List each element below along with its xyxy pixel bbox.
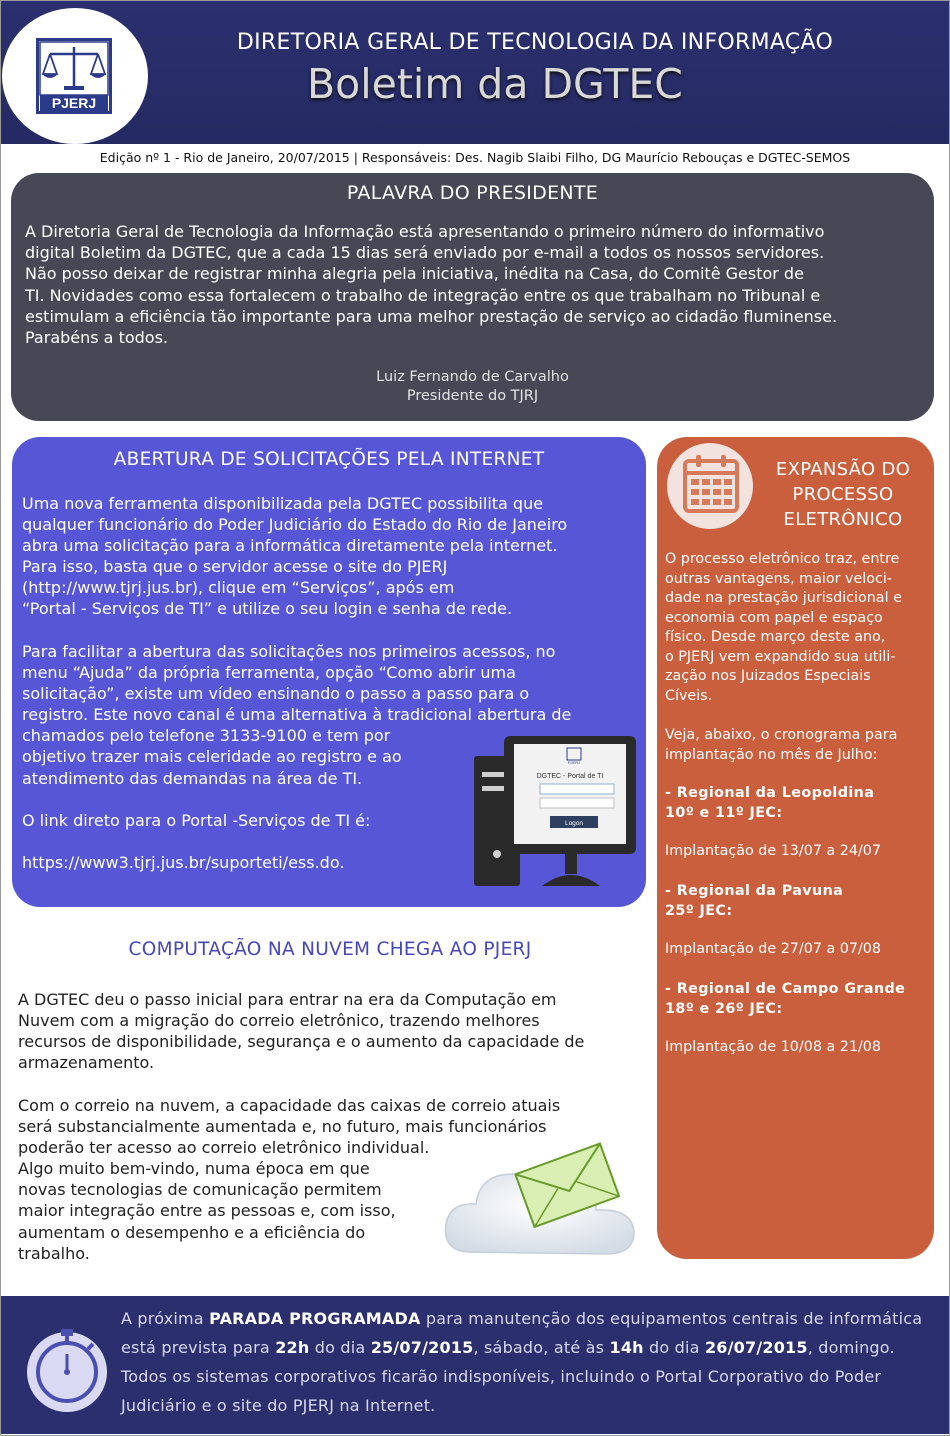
schedule-region: - Regional da Leopoldina [665,785,875,801]
text-line: será substancialmente aumentada e, no futuro, mais funcionários [18,1117,547,1137]
heading-line: ELETRÔNICO [783,509,903,530]
footer-text: , sábado, até às [473,1338,610,1357]
text-line: Para isso, basta que o servidor acesse o site do PJERJ [22,557,448,577]
calendar-icon [667,443,753,529]
text-line: chamados pelo telefone 3133-9100 e tem por [22,726,391,746]
schedule-region: - Regional da Pavuna [665,883,844,899]
text-line: poderão ter acesso ao correio eletrônico individual. [18,1138,430,1158]
text-line: A DGTEC deu o passo inicial para entrar na era da Computação em [18,990,557,1009]
text-line: Veja, abaixo, o cronograma para [665,727,898,743]
abertura-section [12,437,646,907]
text-line: menu “Ajuda” da própria ferramenta, opção “Como abrir uma [22,663,516,683]
screen-logo-text: PJERJ [567,760,581,765]
text-line: zação nos Juizados Especiais [665,668,871,684]
text-line: outras vantagens, maior veloci- [665,570,892,587]
text-line: dade na prestação jurisdicional e [665,590,902,606]
footer-text: do dia [643,1338,705,1357]
pjerj-logo-icon [36,38,112,114]
schedule-courts: 18º e 26º JEC: [665,1000,783,1017]
schedule-item-pavuna [665,882,931,960]
edition-line: Edição nº 1 - Rio de Janeiro, 20/07/2015 | Responsáveis: Des. Nagib Slaibi Filho, DG Maurício Rebouças e DGTEC-SEMOS [99,150,851,165]
text-line: implantação no mês de Julho: [665,746,878,763]
logo-text: PJERJ [51,95,97,111]
text-line: O processo eletrônico traz, entre [665,551,900,567]
schedule-region: - Regional de Campo Grande [665,981,906,997]
footer-highlight: 26/07/2015 [704,1338,808,1357]
text-line: (http://www.tjrj.jus.br), clique em “Serviços”, após em [22,578,455,598]
text-line: Nuvem com a migração do correio eletrônico, trazendo melhores [18,1011,540,1031]
cloud-mail-icon [440,1140,640,1262]
text-line: novas tecnologias de comunicação permitem [18,1180,382,1200]
text-line: Parabéns a todos. [25,328,168,348]
footer-text: A próxima [121,1309,210,1328]
schedule-item-leopoldina [665,784,931,862]
text-line: o PJERJ vem expandido sua utili- [665,648,896,665]
text-line: economia com papel e espaço [665,609,883,626]
text-line: Cíveis. [665,687,713,704]
heading-line: EXPANSÃO DO [775,459,911,480]
header-title-directorate: DIRETORIA GERAL DE TECNOLOGIA DA INFORMAÇÃO [236,30,834,55]
footer-text: para manutenção dos equipamentos centrais de informática está prevista para [121,1309,923,1357]
nuvem-heading: COMPUTAÇÃO NA NUVEM CHEGA AO PJERJ [128,939,532,960]
text-line: TI. Novidades como essa fortalecem o trabalho de integração entre os que trabalham no Tribunal e [25,285,821,305]
stopwatch-icon [23,1316,111,1416]
text-line: armazenamento. [18,1053,155,1073]
abertura-heading: ABERTURA DE SOLICITAÇÕES PELA INTERNET [113,449,545,470]
footer-banner [1,1296,949,1434]
signature-role: Presidente do TJRJ [406,388,539,404]
text-line: qualquer funcionário do Poder Judiciário do Estado do Rio de Janeiro [22,515,568,535]
computer-illustration-icon [470,734,638,890]
text-line: Uma nova ferramenta disponibilizada pela DGTEC possibilita que [22,494,544,513]
text-line: trabalho. [18,1243,90,1263]
schedule-dates: Implantação de 10/08 a 21/08 [665,1039,881,1055]
president-section [11,173,934,421]
signature-name: Luiz Fernando de Carvalho [376,369,569,385]
text-line: Para facilitar a abertura das solicitações nos primeiros acessos, no [22,642,556,661]
footer-highlight: 25/07/2015 [370,1338,474,1357]
text-line: solicitação”, existe um vídeo ensinando o passo a passo para o [22,684,530,704]
expansao-paragraph-2 [665,726,931,765]
nuvem-paragraph-1 [18,989,584,1073]
text-line: atendimento das demandas na área de TI. [22,768,363,788]
schedule-courts: 25º JEC: [665,902,733,919]
schedule-item-campo-grande [665,980,931,1058]
schedule-dates: Implantação de 27/07 a 07/08 [665,941,881,957]
portal-link[interactable]: https://www3.tjrj.jus.br/suporteti/ess.do. [22,853,345,872]
expansao-heading [757,457,929,532]
schedule-courts: 10º e 11º JEC: [665,804,783,821]
footer-highlight: PARADA PROGRAMADA [209,1309,421,1328]
text-line: Com o correio na nuvem, a capacidade das caixas de correio atuais [18,1096,561,1115]
text-line: físico. Desde março deste ano, [665,629,886,645]
text-line: estimulam a eficiência tão importante para uma melhor prestação de serviço ao cidadão fluminense. [25,306,838,326]
text-line: objetivo trazer mais celeridade ao registro e ao [22,747,402,767]
screen-title: DGTEC - Portal de TI [536,773,604,780]
abertura-paragraph-1 [22,493,567,620]
text-line: A Diretoria Geral de Tecnologia da Informação está apresentando o primeiro número do informativo [25,222,825,241]
footer-highlight: 22h [275,1338,310,1357]
footer-text: do dia [309,1338,371,1357]
footer-text: , domingo. Todos os sistemas corporativos ficarão indisponíveis, incluindo o Portal Corporativo do Poder Judiciário e o site do PJERJ na Internet. [121,1338,895,1415]
footer-notice [121,1304,931,1420]
expansao-paragraph-1 [665,550,931,706]
text-line: abra uma solicitação para a informática diretamente pela internet. [22,536,558,556]
text-line: recursos de disponibilidade, segurança e o aumento da capacidade de [18,1032,585,1052]
text-line: “Portal - Serviços de TI” e utilize o seu login e senha de rede. [22,599,513,619]
header-title-bulletin: Boletim da DGTEC [307,60,683,108]
abertura-paragraph-3: O link direto para o Portal -Serviços de TI é: [22,811,371,830]
text-line: aumentam o desempenho e a eficiência do [18,1222,366,1242]
heading-line: PROCESSO [792,484,894,505]
text-line: Não posso deixar de registrar minha alegria pela iniciativa, inédita na Casa, do Comitê Gestor de [25,264,804,284]
text-line: registro. Este novo canal é uma alternativa à tradicional abertura de [22,705,572,725]
schedule-dates: Implantação de 13/07 a 24/07 [665,843,881,859]
screen-logon-button: Logon [564,820,584,827]
text-line: Algo muito bem-vindo, numa época em que [18,1159,370,1179]
footer-highlight: 14h [609,1338,644,1357]
president-heading: PALAVRA DO PRESIDENTE [346,182,599,204]
text-line: maior integração entre as pessoas e, com isso, [18,1201,396,1221]
text-line: digital Boletim da DGTEC, que a cada 15 dias será enviado por e-mail a todos os nossos servidores. [25,243,825,263]
expansao-section [657,437,934,1259]
president-text [25,221,930,348]
